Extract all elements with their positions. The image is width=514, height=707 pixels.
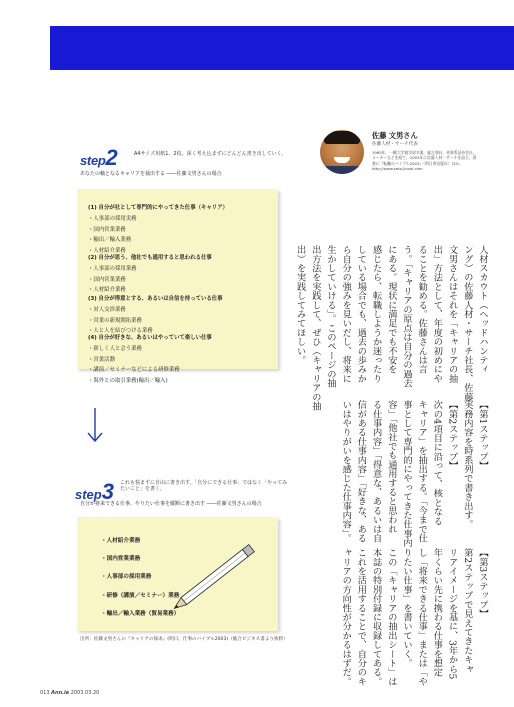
list-item: ・研修（講演／セミナー）業務 xyxy=(101,592,180,599)
section-item: ・輸出／輸入業務 xyxy=(88,237,132,244)
section-item: ・人事部の採用業務 xyxy=(88,266,137,272)
body-text-column: 出方法を実践して、ぜひ（キャリアの抽 xyxy=(309,245,321,411)
step2-title xyxy=(80,145,117,171)
body-text-column: 事として専門的にやってきた仕事内 xyxy=(401,400,412,548)
step2-description: A4サイズ用紙1、2枚。深く考え込まずにどんどん書き出していく。 xyxy=(134,151,287,157)
section-heading: (1) 自分が社として専門的にやってきた仕事（キャリア） xyxy=(88,205,228,211)
body-text-column: 出）を実践してみてほしい。 xyxy=(294,245,306,365)
section-item: ・新しく人と会う業務 xyxy=(88,346,142,352)
body-text-column: 出」方法として、年度の初めにや xyxy=(431,245,443,383)
body-text-column: 感じたら、転職しようか迷ったり xyxy=(370,245,382,383)
issue-date: 2003.03.20 xyxy=(70,690,100,696)
step2-number: 2 xyxy=(105,145,118,170)
body-text-column: りたい仕事」を書いていく。 xyxy=(401,548,412,668)
profile-bio: 1965年、一橋大学商学部卒業。総合商社、外資系証券会社、メーカーなどを経て、2003年に佐藤人材・サーチを設立。著書に『転職のバイブル2003』（明日香出版社）ほか。 http://www.sato-jinzai.com xyxy=(372,150,477,172)
section-item: ・国内営業業務 xyxy=(88,276,126,283)
list-item: ・輸出／輸入業務（貿易業務） xyxy=(101,610,180,617)
section-item: ・海外との取引業務(輸出／輸入) xyxy=(88,377,168,384)
list-item: ・人事部の採用業務 xyxy=(101,574,152,581)
pencil-icon xyxy=(163,525,273,625)
step3-word: step xyxy=(75,487,102,502)
body-text-column: この「キャリアの抽出シート」は xyxy=(385,548,397,686)
body-text-column: 生かしていける」。このページの抽 xyxy=(325,245,336,388)
step2-note-card xyxy=(77,189,278,384)
step2-section-3 xyxy=(88,294,223,337)
section-item: ・講演／セミナーなどによる研修業務 xyxy=(88,367,180,374)
step3-description: これも悩まずに自由に書き出す。「自分にできる仕事」ではなく「やってみたいこと」を書く。 xyxy=(120,480,288,493)
body-text-column: ング）の佐藤人材・サーチ社長、佐藤 xyxy=(461,245,473,402)
list-item: ・国内営業業務 xyxy=(101,556,141,563)
section-item: ・国内営業業務 xyxy=(88,226,126,233)
profile-name: 佐藤 文男さん xyxy=(372,131,418,140)
step2-section-4 xyxy=(88,333,212,386)
section-item: ・人事部の採用実務 xyxy=(88,216,137,222)
body-text-column: う。「キャリアの原点は自分の過去 xyxy=(401,245,412,388)
section-item: ・人材紹介業務 xyxy=(88,247,126,254)
section-heading: (3) 自分が得意とする、あるいは自信を持っている仕事 xyxy=(88,296,223,302)
header-color-band xyxy=(50,26,514,70)
section-item: ・営業の新規開拓業務 xyxy=(88,317,142,324)
section-header: 【第2ステップ】 xyxy=(446,400,458,471)
body-text-column: 年くらい先に携わる仕事を想定 xyxy=(431,548,443,677)
figure-caption: 出所：佐藤文男さんの『キャリアの探求』(明日、仕事のバイブル2003)（総合ビジネス書より抜粋） xyxy=(80,637,288,642)
magazine-brand: Ann.ie xyxy=(51,690,70,696)
body-text-column: し「将来できる仕事」または「や xyxy=(416,548,428,686)
step3-number: 3 xyxy=(101,479,114,504)
section-item: ・営業活動 xyxy=(88,356,115,363)
body-text-column: る仕事内容」「得意な、あるいは自 xyxy=(370,400,382,543)
profile-role: 佐藤人材・サーチ代表 xyxy=(372,142,418,147)
section-heading: (2) 自分が思う、他社でも通用すると思われる仕事 xyxy=(88,255,212,261)
body-text-column: 本誌の特別付録に収録してある。 xyxy=(370,548,382,686)
step2-section-1 xyxy=(88,203,228,256)
body-text-column: 文男さんはそれを「キャリアの抽 xyxy=(446,245,458,383)
step2-section-2 xyxy=(88,253,212,296)
body-text-column: ることを勧める。佐藤さんは言 xyxy=(416,245,428,374)
body-text-column: 次の4項目に沿って、核となる xyxy=(431,400,443,526)
section-header: 【第1ステップ】 xyxy=(477,400,488,471)
body-text-column: にある。現状に満足でも不安を xyxy=(385,245,397,374)
body-text-column: ら自分の強みを見いだし、将来に xyxy=(340,245,352,383)
list-item: ・人材紹介業務 xyxy=(101,538,141,544)
avatar xyxy=(320,130,364,174)
step2-subtitle: あなたの軸となるキャリアを抽出する ――佐藤文男さんの場合 xyxy=(80,171,222,177)
body-text-column: キャリア」を抽出する。「今まで仕 xyxy=(416,400,428,543)
body-text-column: 第2ステップで見えてきたキャ xyxy=(461,548,473,674)
body-text-column: 信がある仕事内容」「好きな、ある xyxy=(355,400,367,543)
section-header: 【第3ステップ】 xyxy=(477,548,488,619)
page-number: 013 xyxy=(40,690,50,696)
body-text-column: ャリアの方向性が分かるはずだ。 xyxy=(340,548,352,686)
body-text-column: 人材スカウト（ヘッドハンティ xyxy=(477,245,488,374)
step3-note-card xyxy=(77,517,278,631)
page-footer xyxy=(40,690,99,696)
body-text-column: これを活用することで、自分のキ xyxy=(355,548,367,686)
down-arrow-icon xyxy=(85,408,105,444)
section-item: ・人と人を結びつける業務 xyxy=(88,328,153,335)
body-text-column: リアイメージを基に、3年から5 xyxy=(446,548,458,680)
section-item: ・対人交渉業務 xyxy=(88,307,126,313)
body-text-column: いはやりがいを感じた仕事内容」。 xyxy=(340,400,352,543)
section-heading: (4) 自分が好きな、あるいはやっていて楽しい仕事 xyxy=(88,335,212,341)
body-text-column: している場合でも、過去の歩みか xyxy=(355,245,367,383)
step2-word: step xyxy=(80,153,106,168)
section-item: ・人材紹介業務 xyxy=(88,287,126,294)
step3-subtitle: 自分が将来できる仕事、やりたい仕事を縦断に書き出す ――佐藤文男さんの場合 xyxy=(80,501,262,507)
body-text-column: 容」「他社でも通用すると思われ xyxy=(385,400,397,534)
body-text-column: 実務内容を時系列で書き出す。 xyxy=(461,400,473,529)
